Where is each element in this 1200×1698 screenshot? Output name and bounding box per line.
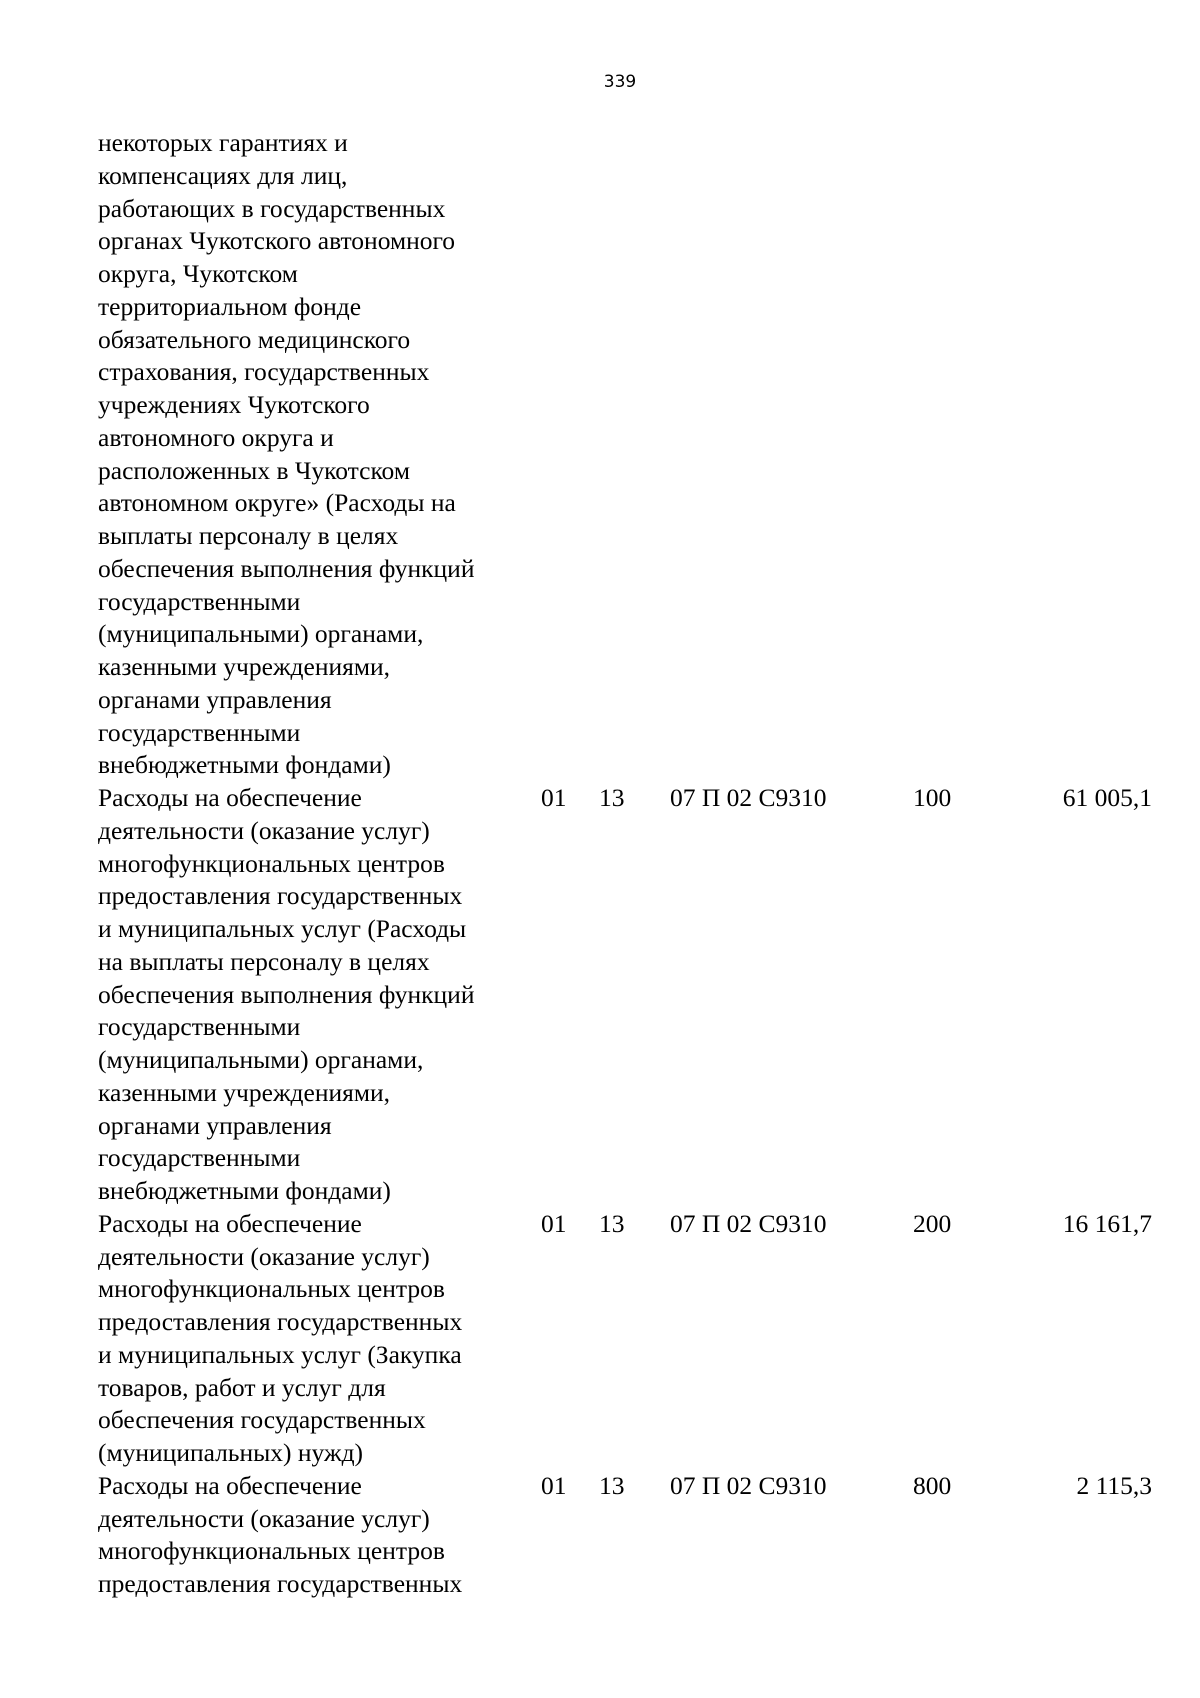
amount: 2 115,3	[1076, 1470, 1152, 1500]
row-description: Расходы на обеспечение деятельности (оказание услуг) многофункциональных центров предоставления государственных и муниципальных услуг (Расходы на выплаты персоналу в целях обеспечения выполнения функций государственными (муниципальными) органами, казенными учреждениями, органами управления государственными внебюджетными фондами)	[98, 783, 475, 1205]
row-description: Расходы на обеспечение деятельности (оказание услуг) многофункциональных центров предоставления государственных	[98, 1470, 463, 1598]
expense-type-code: 200	[913, 1208, 952, 1238]
amount: 61 005,1	[1062, 783, 1152, 812]
target-article-code: 07 П 02 С9310	[670, 1470, 827, 1500]
subsection-code: 13	[599, 783, 625, 812]
table-row	[98, 1470, 1158, 1601]
table-row	[98, 1208, 1158, 1470]
page-number: 339	[603, 72, 637, 92]
row-description: Расходы на обеспечение деятельности (оказание услуг) многофункциональных центров предоставления государственных и муниципальных услуг (Закупка товаров, работ и услуг для обеспечения государственных (муниципальных) нужд)	[98, 1208, 463, 1467]
subsection-code: 13	[599, 1208, 625, 1238]
target-article-code: 07 П 02 С9310	[670, 783, 827, 812]
subsection-code: 13	[599, 1470, 625, 1500]
table-row	[98, 782, 1158, 1208]
expense-type-code: 100	[913, 783, 952, 812]
budget-table	[98, 127, 1158, 1601]
section-code: 01	[541, 783, 567, 812]
amount: 16 161,7	[1062, 1208, 1152, 1238]
section-code: 01	[541, 1208, 567, 1238]
table-row	[98, 127, 1158, 782]
row-description: некоторых гарантиях и компенсациях для лиц, работающих в государственных органах Чукотского автономного округа, Чукотском территориальном фонде обязательного медицинского страхования, государственных учреждениях Чукотского автономного округа и расположенных в Чукотском автономном округе» (Расходы на выплаты персоналу в целях обеспечения выполнения функций государственными (муниципальными) органами, казенными учреждениями, органами управления государственными внебюджетными фондами)	[98, 128, 475, 780]
section-code: 01	[541, 1470, 567, 1500]
expense-type-code: 800	[913, 1470, 952, 1500]
target-article-code: 07 П 02 С9310	[670, 1208, 827, 1238]
